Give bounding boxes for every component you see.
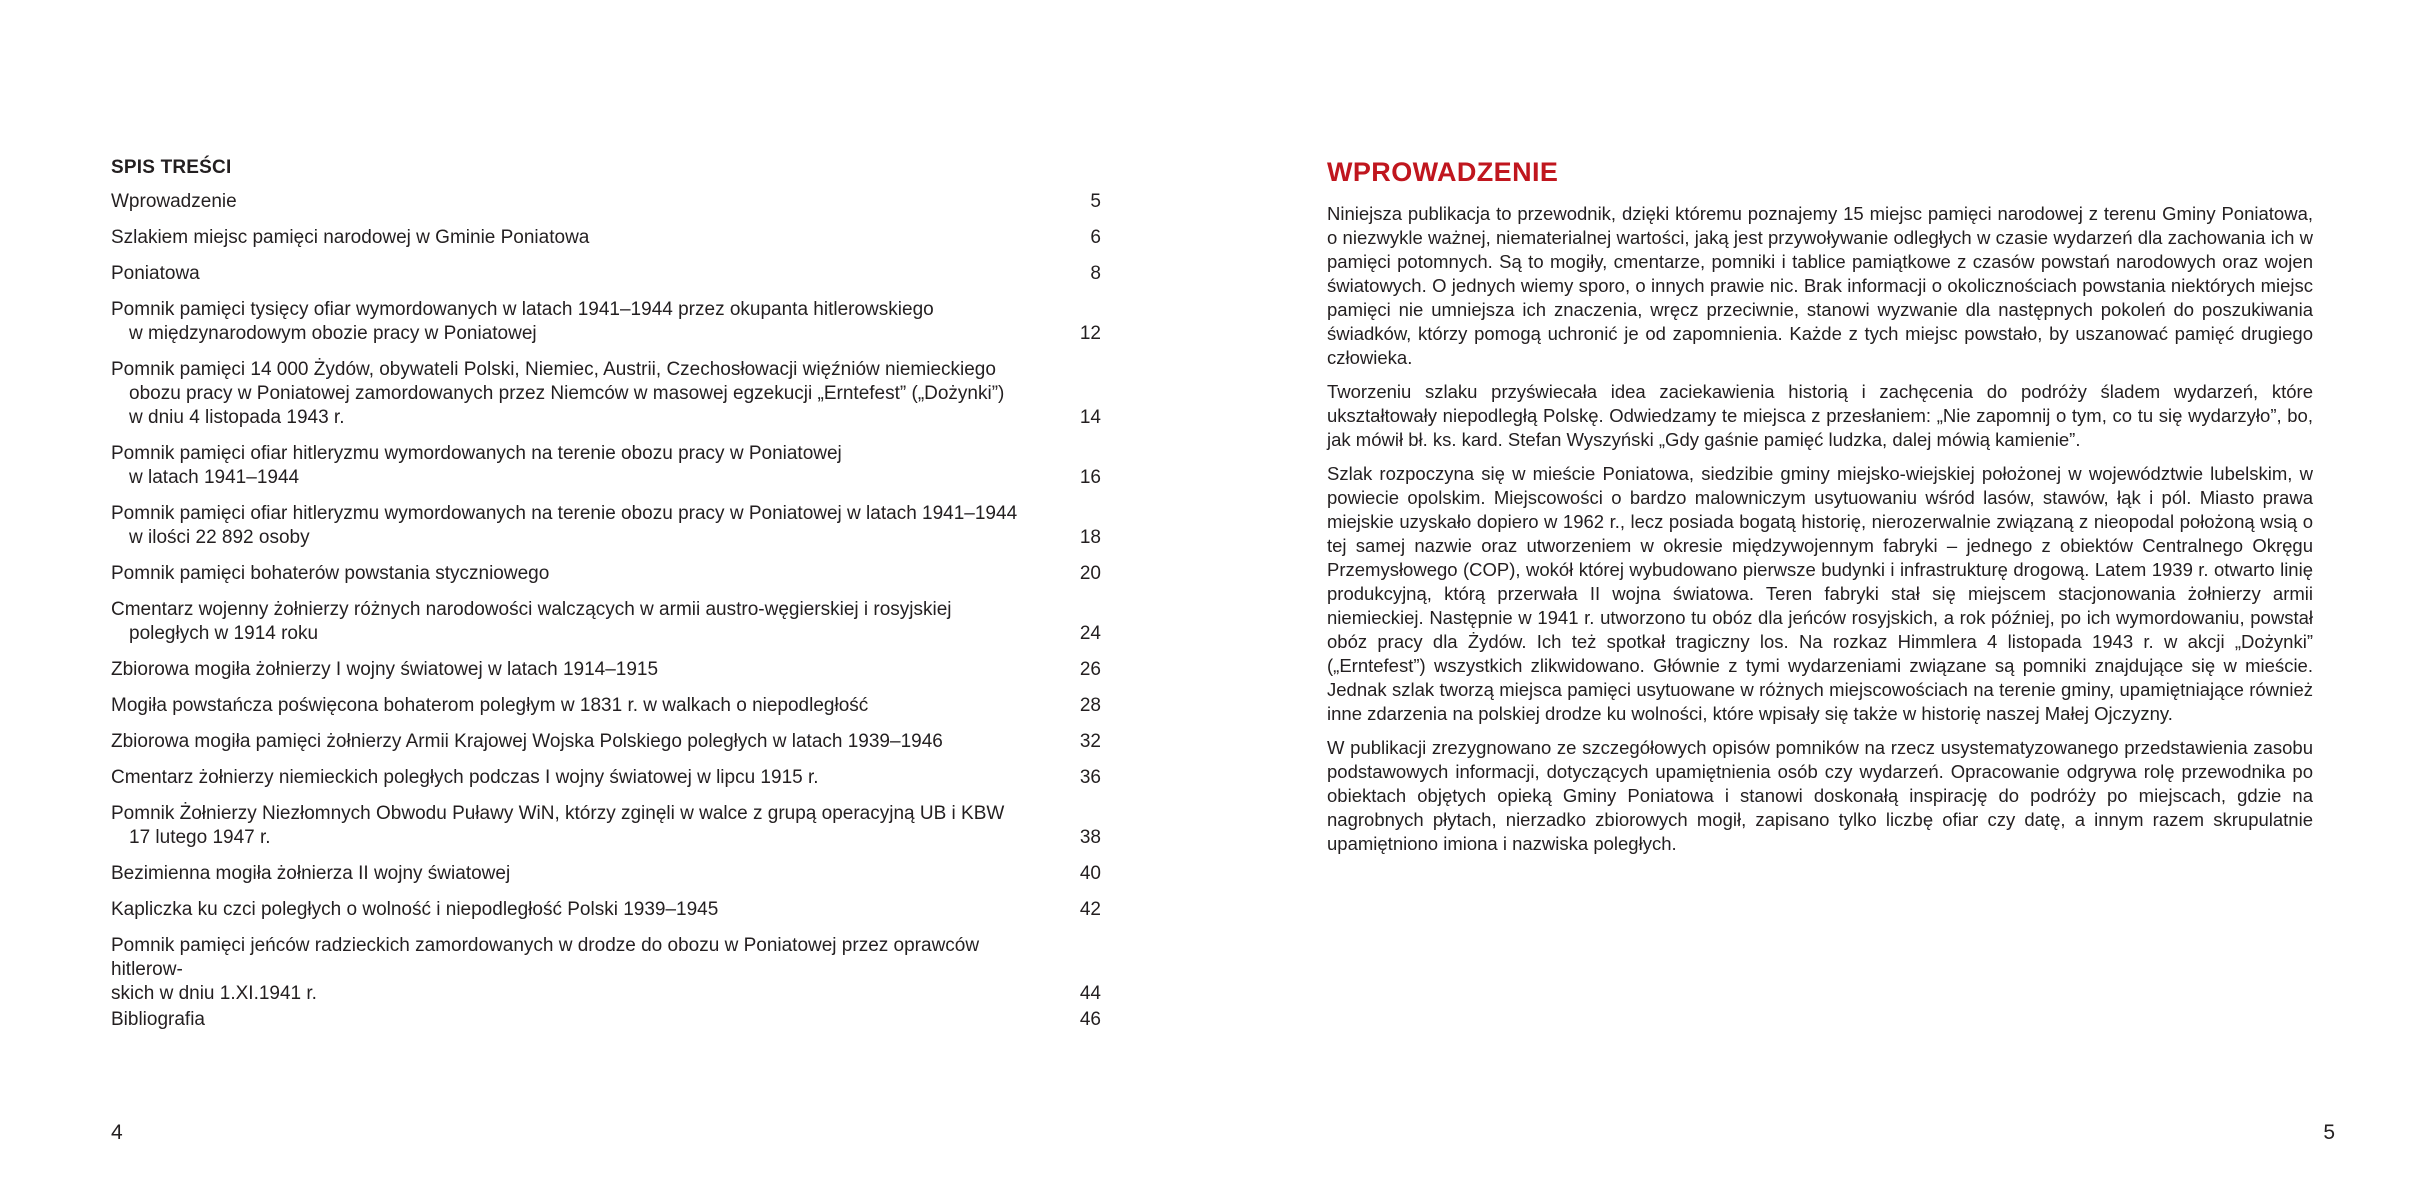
toc-entry bbox=[111, 190, 1101, 214]
toc-entry-line: w międzynarodowym obozie pracy w Poniatowej bbox=[129, 323, 537, 344]
toc-entry-page-number: 5 bbox=[1090, 191, 1101, 212]
toc-entry-line: 17 lutego 1947 r. bbox=[129, 827, 271, 848]
toc-entry-line: Mogiła powstańcza poświęcona bohaterom poległym w 1831 r. w walkach o niepodległość bbox=[111, 695, 869, 716]
toc-entry-title bbox=[111, 934, 1041, 1006]
introduction-paragraph: W publikacji zrezygnowano ze szczegółowych opisów pomników na rzecz usystematyzowanego przedstawienia zasobu podstawowych informacji, dotyczących upamiętnienia osób czy wydarzeń. Opracowanie odgrywa rolę przewodnika po obiektach objętych opieką Gminy Poniatowa i stanowi doskonałą inspirację do podróży po miejscach, gdzie na nagrobnych płytach, nierzadko zbiorowych mogił, zapisano tylko liczbę ofiar czy datę, a innym razem skrupulatnie upamiętniono imiona i nazwiska poległych. bbox=[1327, 737, 2313, 854]
page-number-left: 4 bbox=[111, 1121, 123, 1144]
toc-entry bbox=[111, 358, 1101, 430]
toc-entry-title bbox=[111, 502, 1041, 550]
toc-entry-page-number: 6 bbox=[1090, 227, 1101, 248]
toc-entry-page-number: 18 bbox=[1079, 527, 1101, 548]
toc-entry bbox=[111, 1008, 1101, 1032]
toc-entry-title bbox=[111, 1008, 1041, 1032]
introduction-section bbox=[1327, 155, 2313, 866]
toc-entry-page-number: 24 bbox=[1079, 623, 1101, 644]
toc-entry-title bbox=[111, 802, 1041, 850]
toc-entry-line: obozu pracy w Poniatowej zamordowanych przez Niemców w masowej egzekucji „Erntefest” („Dożynki”) bbox=[129, 383, 1005, 404]
toc-entry bbox=[111, 658, 1101, 682]
toc-entry-line: Szlakiem miejsc pamięci narodowej w Gminie Poniatowa bbox=[111, 227, 590, 248]
toc-entry-page-number: 12 bbox=[1079, 323, 1101, 344]
toc-entry bbox=[111, 298, 1101, 346]
toc-entry-line: Pomnik pamięci ofiar hitleryzmu wymordowanych na terenie obozu pracy w Poniatowej bbox=[111, 443, 842, 464]
toc-entry-page-number: 38 bbox=[1079, 827, 1101, 848]
toc-entry-line: Pomnik pamięci bohaterów powstania styczniowego bbox=[111, 563, 550, 584]
toc-entry-title bbox=[111, 298, 1041, 346]
toc-entry-line: Pomnik pamięci ofiar hitleryzmu wymordowanych na terenie obozu pracy w Poniatowej w latach 1941–1944 bbox=[111, 503, 1018, 524]
toc-entry-title bbox=[111, 226, 1041, 250]
toc-entry-page-number: 46 bbox=[1079, 1009, 1101, 1030]
toc-entry-page-number: 16 bbox=[1079, 467, 1101, 488]
toc-entry-line: skich w dniu 1.XI.1941 r. bbox=[111, 983, 317, 1004]
toc-entry-title bbox=[111, 598, 1041, 646]
toc-entry-line: Pomnik Żołnierzy Niezłomnych Obwodu Puławy WiN, którzy zginęli w walce z grupą operacyjną UB i KBW bbox=[111, 803, 1005, 824]
toc-entry-line: w dniu 4 listopada 1943 r. bbox=[129, 407, 345, 428]
toc-entry-line: Pomnik pamięci 14 000 Żydów, obywateli Polski, Niemiec, Austrii, Czechosłowacji więźniów niemieckiego bbox=[111, 359, 996, 380]
toc-entry bbox=[111, 694, 1101, 718]
toc-entry-page-number: 26 bbox=[1079, 659, 1101, 680]
introduction-paragraph: Tworzeniu szlaku przyświecała idea zaciekawienia historią i zachęcenia do podróży śladem wydarzeń, które ukształtowały niepodległą Polskę. Odwiedzamy te miejsca z przesłaniem: „Nie zapomnij o tym, co tu się wydarzyło”, bo, jak mówił bł. ks. kard. Stefan Wyszyński „Gdy gaśnie pamięć ludzka, dalej mówią kamienie”. bbox=[1327, 381, 2313, 450]
toc-entry-title bbox=[111, 190, 1041, 214]
toc-entry bbox=[111, 730, 1101, 754]
toc-entry bbox=[111, 898, 1101, 922]
toc-entry-line: w ilości 22 892 osoby bbox=[129, 527, 310, 548]
toc-entry-page-number: 44 bbox=[1079, 983, 1101, 1004]
toc-entry-line: Pomnik pamięci jeńców radzieckich zamordowanych w drodze do obozu w Poniatowej przez oprawców hitlerow- bbox=[111, 935, 980, 980]
toc-entry bbox=[111, 502, 1101, 550]
toc-entry bbox=[111, 262, 1101, 286]
toc-entry-line: Wprowadzenie bbox=[111, 191, 237, 212]
toc-entry-page-number: 36 bbox=[1079, 767, 1101, 788]
toc-entry-title bbox=[111, 730, 1041, 754]
toc-heading: SPIS TREŚCI bbox=[111, 157, 232, 178]
toc-entry-title bbox=[111, 658, 1041, 682]
right-page bbox=[1207, 0, 2414, 1204]
toc-entry-line: poległych w 1914 roku bbox=[129, 623, 319, 644]
toc-entry bbox=[111, 598, 1101, 646]
introduction-heading: WPROWADZENIE bbox=[1327, 157, 1559, 187]
toc-entry-line: Kapliczka ku czci poległych o wolność i niepodległość Polski 1939–1945 bbox=[111, 899, 719, 920]
toc-entry-title bbox=[111, 442, 1041, 490]
toc-list bbox=[111, 190, 1101, 1032]
introduction-paragraph: Szlak rozpoczyna się w mieście Poniatowa, siedzibie gminy miejsko-wiejskiej położonej w województwie lubelskim, w powiecie opolskim. Miejscowości o bardzo malowniczym usytuowaniu wśród lasów, stawów, łąk i pól. Miasto prawa miejskie uzyskało dopiero w 1962 r., lecz posiada bogatą historię, nierozerwalnie związaną z nieopodal położoną wsią o tej samej nazwie oraz utworzeniem w okresie międzywojennym fabryki – jednego z obiektów Centralnego Okręgu Przemysłowego (COP), wokół której wybudowano pierwsze budynki i infrastrukturę drogową. Latem 1939 r. otwarto linię produkcyjną, którą przerwała II wojna światowa. Teren fabryki stał się miejscem stacjonowania żołnierzy armii niemieckiej. Następnie w 1941 r. utworzono tu obóz dla jeńców rosyjskich, a rok później, po ich wymordowaniu, powstał obóz pracy dla Żydów. Ich też spotkał tragiczny los. Na rozkaz Himmlera 4 listopada 1943 r. w akcji „Dożynki” („Erntefest”) wszystkich zlikwidowano. Głównie z tymi wydarzeniami związane są pomniki znajdujące się w mieście. Jednak szlak tworzą miejsca pamięci usytuowane w różnych miejscowościach na terenie gminy, upamiętniające również inne zdarzenia na polskiej drodze ku wolności, które wpisały się także w historię naszej Małej Ojczyzny. bbox=[1327, 463, 2313, 724]
toc-entry-line: Cmentarz wojenny żołnierzy różnych narodowości walczących w armii austro-węgierskiej i rosyjskiej bbox=[111, 599, 952, 620]
toc-entry-line: Pomnik pamięci tysięcy ofiar wymordowanych w latach 1941–1944 przez okupanta hitlerowskiego bbox=[111, 299, 934, 320]
toc-entry-line: Poniatowa bbox=[111, 263, 200, 284]
toc-entry-line: w latach 1941–1944 bbox=[129, 467, 300, 488]
page-number-right: 5 bbox=[2323, 1121, 2335, 1144]
table-of-contents bbox=[111, 155, 1101, 1044]
toc-entry-page-number: 20 bbox=[1079, 563, 1101, 584]
toc-entry-line: Bezimienna mogiła żołnierza II wojny światowej bbox=[111, 863, 511, 884]
toc-entry bbox=[111, 802, 1101, 850]
toc-entry-page-number: 8 bbox=[1090, 263, 1101, 284]
toc-entry-page-number: 42 bbox=[1079, 899, 1101, 920]
toc-entry-title bbox=[111, 862, 1041, 886]
toc-entry bbox=[111, 862, 1101, 886]
toc-entry-title bbox=[111, 262, 1041, 286]
toc-entry bbox=[111, 442, 1101, 490]
toc-entry-line: Cmentarz żołnierzy niemieckich poległych podczas I wojny światowej w lipcu 1915 r. bbox=[111, 767, 819, 788]
toc-entry-page-number: 28 bbox=[1079, 695, 1101, 716]
toc-entry-page-number: 14 bbox=[1079, 407, 1101, 428]
toc-entry-title bbox=[111, 562, 1041, 586]
toc-entry-title bbox=[111, 358, 1041, 430]
toc-entry-line: Zbiorowa mogiła pamięci żołnierzy Armii Krajowej Wojska Polskiego poległych w latach 1939–1946 bbox=[111, 731, 943, 752]
toc-entry bbox=[111, 562, 1101, 586]
toc-entry-line: Zbiorowa mogiła żołnierzy I wojny światowej w latach 1914–1915 bbox=[111, 659, 659, 680]
toc-entry-page-number: 32 bbox=[1079, 731, 1101, 752]
toc-entry bbox=[111, 934, 1101, 1006]
toc-entry bbox=[111, 766, 1101, 790]
introduction-paragraph: Niniejsza publikacja to przewodnik, dzięki któremu poznajemy 15 miejsc pamięci narodowej z terenu Gminy Poniatowa, o niezwykle ważnej, niematerialnej wartości, jaką jest przywoływanie odległych w czasie wydarzeń dla zachowania ich w pamięci potomnych. Są to mogiły, cmentarze, pomniki i tablice pamiątkowe z czasów powstań narodowych oraz wojen światowych. O jednych wiemy sporo, o innych prawie nic. Brak informacji o okolicznościach powstania niektórych miejsc pamięci nie umniejsza ich znaczenia, wręcz przeciwnie, stanowi wyzwanie dla następnych pokoleń do poszukiwania świadków, którzy pomogą uchronić je od zapomnienia. Każde z tych miejsc powstało, by uszanować pamięć drugiego człowieka. bbox=[1327, 203, 2313, 368]
toc-entry-title bbox=[111, 694, 1041, 718]
toc-entry-line: Bibliografia bbox=[111, 1009, 205, 1030]
toc-entry bbox=[111, 226, 1101, 250]
toc-entry-title bbox=[111, 766, 1041, 790]
toc-entry-page-number: 40 bbox=[1079, 863, 1101, 884]
toc-entry-title bbox=[111, 898, 1041, 922]
